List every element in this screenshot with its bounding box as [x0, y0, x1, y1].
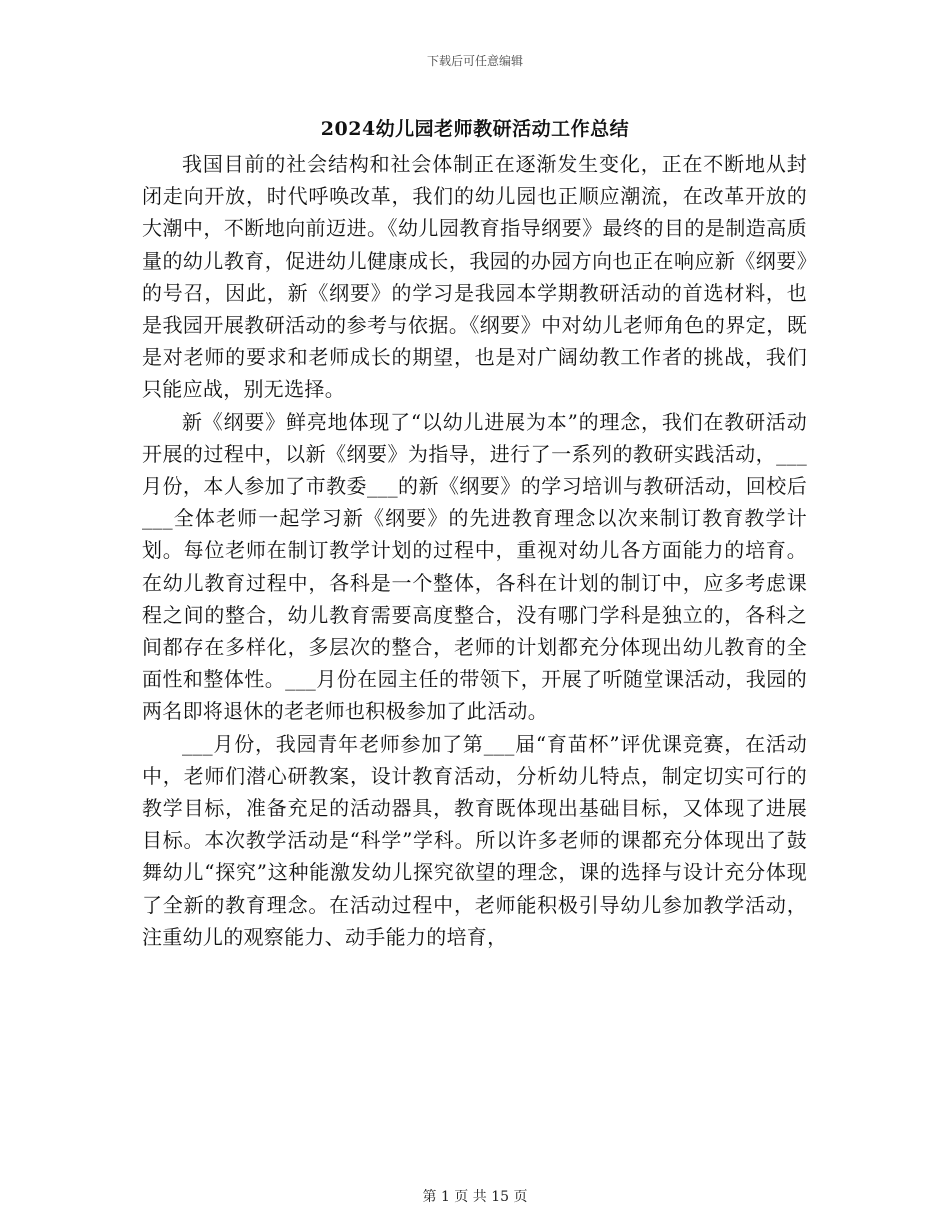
- page-number-footer: 第 1 页 共 15 页: [422, 1189, 528, 1205]
- document-body: [142, 148, 807, 953]
- document-title: 2024幼儿园老师教研活动工作总结: [320, 118, 630, 140]
- paragraph-2: 新《纲要》鲜亮地体现了“以幼儿进展为本”的理念，我们在教研活动开展的过程中，以新《纲要》为指导，进行了一系列的教研实践活动，___月份，本人参加了市教委___的新《纲要》的学习培训与教研活动，回校后___全体老师一起学习新《纲要》的先进教育理念以次来制订教育教学计划。每位老师在制订教学计划的过程中，重视对幼儿各方面能力的培育。在幼儿教育过程中，各科是一个整体，各科在计划的制订中，应多考虑课程之间的整合，幼儿教育需要高度整合，没有哪门学科是独立的，各科之间都存在多样化，多层次的整合，老师的计划都充分体现出幼儿教育的全面性和整体性。___月份在园主任的带领下，开展了听随堂课活动，我园的两名即将退休的老老师也积极参加了此活动。: [142, 409, 807, 724]
- page-header-note: 下载后可任意编辑: [426, 54, 523, 68]
- paragraph-1: 我国目前的社会结构和社会体制正在逐渐发生变化，正在不断地从封闭走向开放，时代呼唤改革，我们的幼儿园也正顺应潮流，在改革开放的大潮中，不断地向前迈进。《幼儿园教育指导纲要》最终的目的是制造高质量的幼儿教育，促进幼儿健康成长，我园的办园方向也正在响应新《纲要》的号召，因此，新《纲要》的学习是我园本学期教研活动的首选材料，也是我园开展教研活动的参考与依据。《纲要》中对幼儿老师角色的界定，既是对老师的要求和老师成长的期望，也是对广阔幼教工作者的挑战，我们只能应战，别无选择。: [142, 152, 807, 402]
- paragraph-3: ___月份，我园青年老师参加了第___届“育苗杯”评优课竞赛，在活动中，老师们潜心研教案，设计教育活动，分析幼儿特点，制定切实可行的教学目标，准备充足的活动器具，教育既体现出基础目标，又体现了进展目标。本次教学活动是“科学”学科。所以许多老师的课都充分体现出了鼓舞幼儿“探究”这种能激发幼儿探究欲望的理念，课的选择与设计充分体现了全新的教育理念。在活动过程中，老师能积极引导幼儿参加教学活动，注重幼儿的观察能力、动手能力的培育，: [142, 731, 807, 949]
